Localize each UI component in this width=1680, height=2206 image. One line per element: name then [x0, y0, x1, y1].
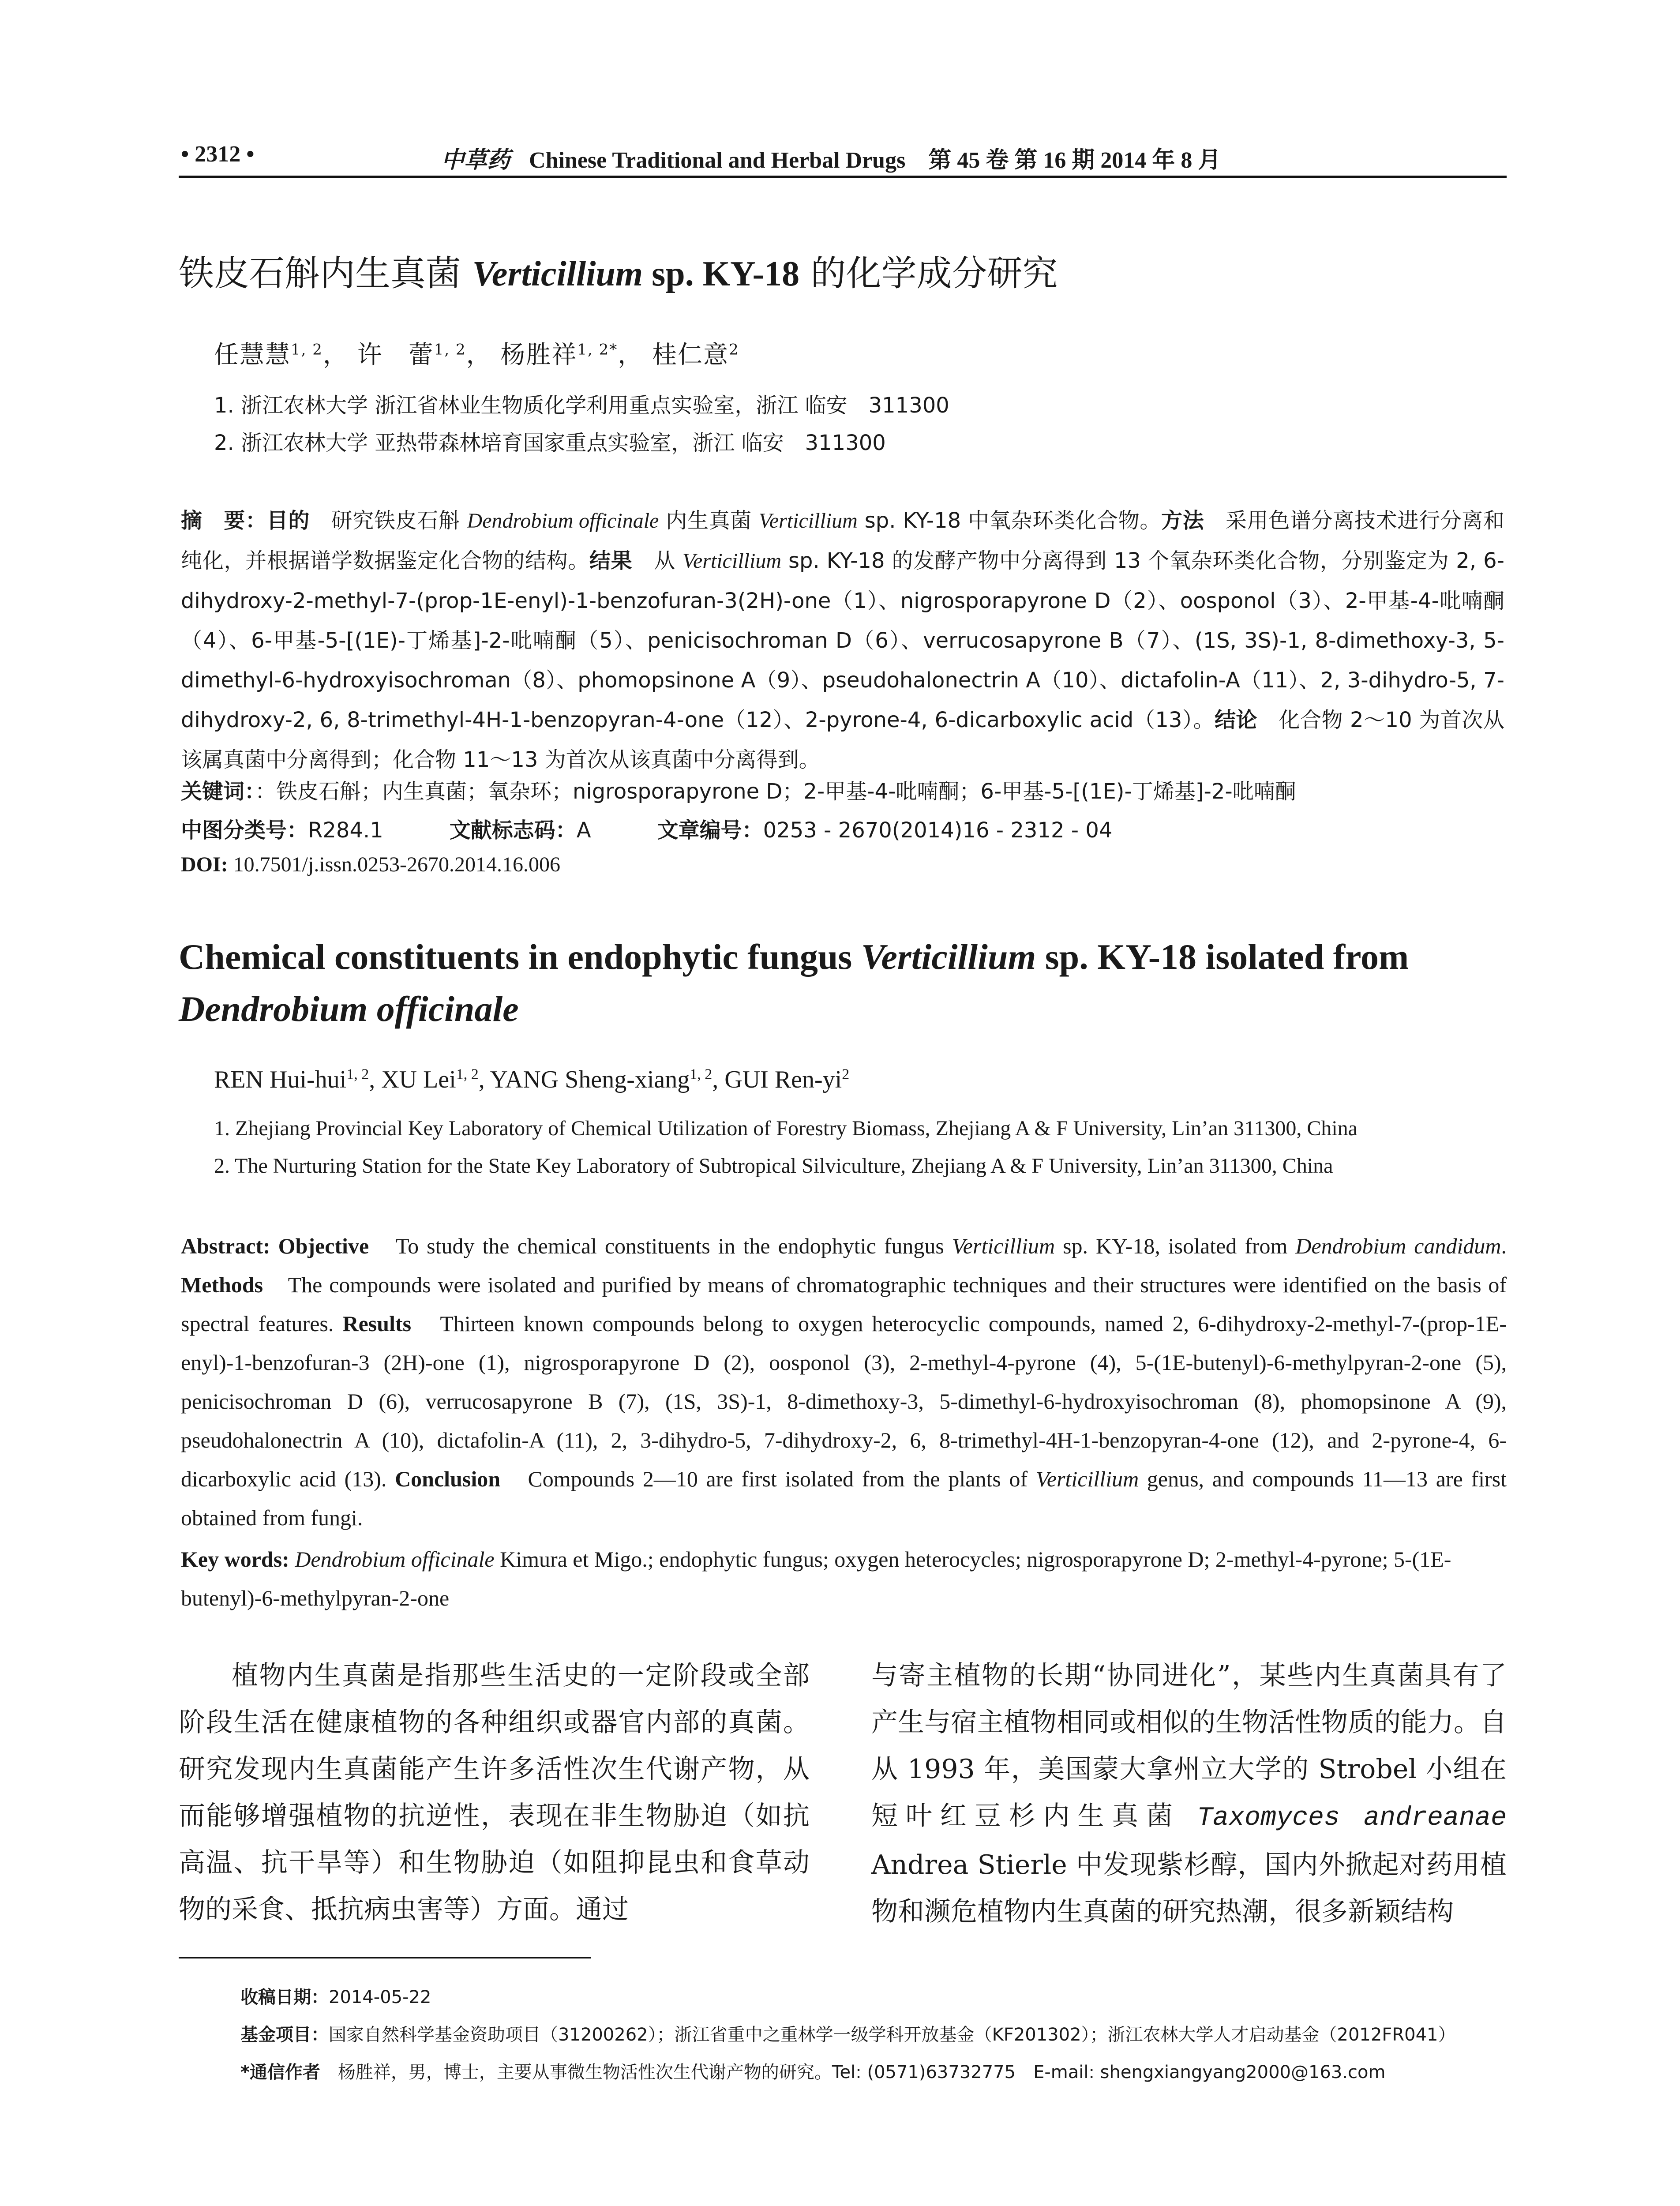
en-title-text: Chemical constituents in endophytic fungus	[179, 937, 861, 977]
cn-author-sup: 2	[729, 341, 739, 359]
en-keywords	[181, 1540, 1507, 1617]
cn-author-sep: ，	[322, 341, 349, 369]
corr-label: *通信作者	[240, 2062, 320, 2082]
cn-objective-species: Dendrobium officinale	[467, 509, 659, 533]
cn-keywords-label: 关键词：	[181, 779, 255, 804]
cn-affiliation-1: 1. 浙江农林大学 浙江省林业生物质化学利用重点实验室，浙江 临安 311300	[214, 393, 949, 418]
fund-text: 国家自然科学基金资助项目（31200262）；浙江省重中之重林学一级学科开放基金（KF201302）；浙江农林大学人才启动基金（2012FR041）	[329, 2025, 1456, 2045]
en-objective-text: To study the chemical constituents in the endophytic fungus	[369, 1234, 952, 1258]
article-no-label: 文章编号：	[657, 818, 763, 843]
en-title-genus: Verticillium	[861, 937, 1036, 977]
en-keywords-label: Key words:	[181, 1547, 289, 1572]
en-author-sup: 2	[842, 1066, 850, 1083]
doc-code-label: 文献标志码：	[449, 818, 577, 843]
cn-objective-text: sp. KY-18 中氧杂环类化合物。	[857, 508, 1162, 533]
en-abstract	[181, 1227, 1507, 1537]
footnote-fund	[240, 2021, 1455, 2046]
en-methods-text: The compounds were isolated and purified by means of chromatographic techniques and their structures were identified on the basis of spectral features.	[181, 1272, 1507, 1336]
cn-author-sep: ，	[618, 341, 644, 369]
cn-methods-label: 方法	[1161, 508, 1204, 533]
en-abstract-label: Abstract: Objective	[181, 1234, 369, 1258]
cn-objective-text: 内生真菌	[659, 508, 759, 533]
footnote-rule	[179, 1957, 591, 1958]
footnote-correspondence	[240, 2058, 1385, 2083]
en-author-sup: 1, 2	[346, 1066, 369, 1083]
footnote-received	[240, 1983, 431, 2008]
cn-results-text: sp. KY-18 的发酵产物中分离得到 13 个氧杂环类化合物，分别鉴定为 2, 6-dihydroxy-2-methyl-7-(prop-1E-enyl)-1-benzofuran-3(2H)-one（1）、nigrosporapyrone D（2）、oosponol（3）、2-甲基-4-吡喃酮（4）、6-甲基-5-[(1E)-丁烯基]-2-吡喃酮（5）、penicisochroman D（6）、verrucosapyrone B（7）、(1S, 3S)-1, 8-dimethoxy-3, 5-dimethyl-6-hydroxyisochroman（8）、phomopsinone A（9）、pseudohalonectrin A（10）、dictafolin-A（11）、2, 3-dihydro-5, 7-dihydroxy-2, 6, 8-trimethyl-4H-1-benzopyran-4-one（12）、2-pyrone-4, 6-dicarboxylic acid（13）。	[181, 548, 1504, 732]
body-column-right	[871, 1652, 1507, 1935]
cn-conclusion-text: 化合物 2～10 为首次从该属真菌中分离得到；化合物 11～13 为首次从该真菌中分离得到。	[181, 708, 1504, 772]
journal-issue-text: 第 45 卷 第 16 期 2014 年 8 月	[928, 148, 1221, 173]
cn-author-sup: 1, 2	[291, 341, 323, 359]
doi-line	[181, 852, 560, 877]
journal-name-en: Chinese Traditional and Herbal Drugs	[529, 148, 906, 173]
cn-title-pre: 铁皮石斛内生真菌	[179, 253, 472, 294]
received-label: 收稿日期：	[240, 1987, 329, 2007]
cn-author-sup: 1, 2	[434, 341, 466, 359]
cn-title-post: 的化学成分研究	[799, 253, 1058, 294]
en-title-species: Dendrobium officinale	[179, 989, 519, 1029]
cn-author-list	[214, 335, 739, 371]
cn-objective-genus: Verticillium	[758, 509, 858, 533]
en-objective-text: sp. KY-18, isolated from	[1055, 1234, 1296, 1258]
cn-author-name: 任慧慧	[214, 341, 291, 369]
doc-code-value: A	[576, 818, 591, 843]
cn-objective-text: 研究铁皮石斛	[309, 508, 467, 533]
en-methods-label: Methods	[181, 1272, 263, 1297]
cn-results-genus: Verticillium	[682, 549, 781, 573]
cn-results-text: 从	[632, 548, 683, 573]
en-affiliation-2: 2. The Nurturing Station for the State Key Laboratory of Subtropical Silviculture, Zhejiang A & F University, Lin’an 311300, China	[214, 1154, 1333, 1178]
cn-abstract-label: 摘 要：	[181, 508, 267, 533]
en-keywords-text: Kimura et Migo.; endophytic fungus; oxygen heterocycles; nigrosporapyrone D; 2-methyl-4-pyrone; 5-(1E-butenyl)-6-methylpyran-2-one	[181, 1547, 1451, 1610]
cn-author-name: 桂仁意	[652, 341, 729, 369]
cn-title-genus: Verticillium	[472, 255, 643, 293]
en-author-sup: 1, 2	[456, 1066, 479, 1083]
cn-keywords-text: ：铁皮石斛；内生真菌；氧杂环；nigrosporapyrone D；2-甲基-4-吡喃酮；6-甲基-5-[(1E)-丁烯基]-2-吡喃酮	[255, 779, 1296, 804]
body-column-left: 植物内生真菌是指那些生活史的一定阶段或全部阶段生活在健康植物的各种组织或器官内部的真菌。研究发现内生真菌能产生许多活性次生代谢产物，从而能够增强植物的抗逆性，表现在非生物胁迫（如抗高温、抗干旱等）和生物胁迫（如阻抑昆虫和食草动物的采食、抵抗病虫害等）方面。通过	[179, 1660, 810, 1925]
doi-label: DOI:	[181, 853, 228, 876]
body-right-text: Andrea Stierle 中发现紫杉醇，国内外掀起对药用植物和濒危植物内生真菌的研究热潮，很多新颖结构	[871, 1850, 1507, 1927]
en-author-sep: ,	[712, 1066, 725, 1093]
cn-methods-text: 采用色谱分离技术进行分离和纯化，并根据谱学数据鉴定化合物的结构。	[181, 508, 1504, 573]
en-author-name: REN Hui-hui	[214, 1066, 347, 1093]
page-number: • 2312 •	[181, 142, 255, 167]
cn-conclusion-label: 结论	[1215, 708, 1258, 732]
cn-author-sep: ，	[466, 341, 492, 369]
en-author-sep: ,	[478, 1066, 490, 1093]
clc-label: 中图分类号：	[181, 818, 308, 843]
body-right-text: 与寄主植物的长期“协同进化”，某些内生真菌具有了产生与宿主植物相同或相似的生物活性物质的能力。自从 1993 年，美国蒙大拿州立大学的 Strobel 小组在短叶红豆杉内生真菌	[871, 1660, 1507, 1831]
cn-objective-label: 目的	[266, 508, 310, 533]
cn-abstract	[181, 501, 1504, 780]
cn-results-label: 结果	[589, 548, 633, 573]
en-objective-species: Dendrobium candidum	[1295, 1234, 1501, 1258]
cn-author-name: 许 蕾	[357, 341, 434, 369]
en-author-name: XU Lei	[381, 1066, 456, 1093]
en-affiliation-1: 1. Zhejiang Provincial Key Laboratory of Chemical Utilization of Forestry Biomass, Zhejiang A & F University, Lin’an 311300, China	[214, 1117, 1358, 1140]
doi-value: 10.7501/j.issn.0253-2670.2014.16.006	[228, 853, 561, 876]
fund-label: 基金项目：	[240, 2025, 329, 2045]
en-conclusion-text: genus, and compounds 11—13 are first obtained from fungi.	[181, 1467, 1507, 1530]
en-objective-text: .	[1501, 1234, 1507, 1258]
cn-article-title	[179, 245, 1058, 296]
en-author-sep: ,	[369, 1066, 382, 1093]
received-date: 2014-05-22	[329, 1987, 431, 2007]
body-right-species: Taxomyces andreanae	[1196, 1803, 1507, 1833]
en-author-name: GUI Ren-yi	[724, 1066, 842, 1093]
cn-affiliation-2: 2. 浙江农林大学 亚热带森林培育国家重点实验室，浙江 临安 311300	[214, 431, 886, 455]
en-author-name: YANG Sheng-xiang	[490, 1066, 690, 1093]
en-results-text: Thirteen known compounds belong to oxygen heterocyclic compounds, named 2, 6-dihydroxy-2-methyl-7-(prop-1E-enyl)-1-benzofuran-3 (2H)-one (1), nigrosporapyrone D (2), oosponol (3), 2-methyl-4-pyrone (4), 5-(1E-butenyl)-6-methylpyran-2-one (5), penicisochroman D (6), verrucosapyrone B (7), (1S, 3S)-1, 8-dimethoxy-3, 5-dimethyl-6-hydroxyisochroman (8), phomopsinone A (9), pseudohalonectrin A (10), dictafolin-A (11), 2, 3-dihydro-5, 7-dihydroxy-2, 6, 8-trimethyl-4H-1-benzopyran-4-one (12), and 2-pyrone-4, 6-dicarboxylic acid (13).	[181, 1311, 1507, 1491]
en-results-label: Results	[342, 1311, 412, 1336]
en-objective-genus: Verticillium	[952, 1234, 1055, 1258]
en-conclusion-genus: Verticillium	[1035, 1467, 1139, 1491]
en-conclusion-text: Compounds 2—10 are first isolated from the plants of	[500, 1467, 1036, 1491]
cn-title-strain: sp. KY-18	[643, 255, 800, 293]
cn-author-name: 杨胜祥	[500, 341, 578, 369]
corr-text: 杨胜祥，男，博士，主要从事微生物活性次生代谢产物的研究。Tel: (0571)63732775 E-mail: shengxiangyang2000@163.com	[320, 2062, 1386, 2082]
cn-author-sup: 1, 2*	[577, 341, 618, 359]
en-conclusion-label: Conclusion	[395, 1467, 501, 1491]
en-author-sup: 1, 2	[690, 1066, 712, 1083]
en-title-text: sp. KY-18 isolated from	[1036, 937, 1409, 977]
article-no-value: 0253 - 2670(2014)16 - 2312 - 04	[763, 818, 1113, 843]
en-article-title	[179, 931, 1507, 1035]
cn-classification	[181, 813, 1112, 844]
en-keywords-species: Dendrobium officinale	[289, 1547, 495, 1572]
journal-issue	[911, 148, 1221, 173]
cn-keywords	[181, 774, 1296, 805]
journal-header	[441, 141, 1221, 174]
clc-value: R284.1	[308, 818, 383, 843]
header-rule	[179, 176, 1507, 178]
en-author-list	[214, 1065, 849, 1094]
journal-name-cn: 中草药	[441, 146, 510, 173]
